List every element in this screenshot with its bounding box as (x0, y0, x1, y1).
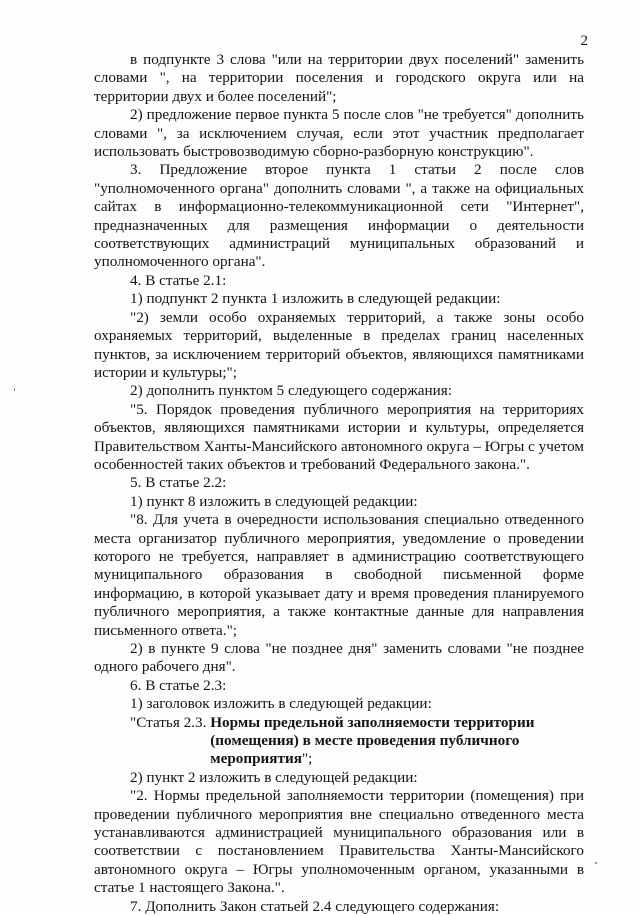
paragraph: 2) пункт 2 изложить в следующей редакции: (130, 768, 418, 786)
document-body (94, 51, 584, 916)
paragraph: 1) подпункт 2 пункта 1 изложить в следующей редакции: (130, 290, 501, 308)
article-heading-title (210, 714, 534, 769)
paragraph: 2) предложение первое пункта 5 после слов "не требуется" дополнить словами ", за исключением случая, если этот участник предполагает использовать быстровозводимую сборно-разборную конструкцию". (94, 106, 584, 161)
article-heading-line-last: мероприятия"; (210, 750, 313, 768)
article-heading (94, 714, 584, 769)
scan-speck (595, 862, 597, 864)
paragraph: 6. В статье 2.3: (130, 676, 227, 694)
paragraph: в подпункте 3 слова "или на территории двух поселений" заменить словами ", на территории поселения и городского округа или на территории двух и более поселений"; (94, 51, 584, 105)
paragraph: 4. В статье 2.1: (130, 271, 227, 289)
paragraph: 3. Предложение второе пункта 1 статьи 2 после слов "уполномоченного органа" дополнить словами ", а также на официальных сайтах в информационно-телекоммуникационной сети "Интернет", предназначенных для размещения информации о деятельности соответствующих администраций муниципальных образований и уполномоченного органа". (94, 161, 584, 271)
scan-speck (14, 388, 15, 391)
paragraph: "8. Для учета в очередности использования специально отведенного места организатор публичного мероприятия, уведомление о проведении которого не требуется, направляет в администрацию соответствующего муниципального образования в свободной письменной форме информацию, в которой указывает дату и время проведения планируемого публичного мероприятия, а также контактные данные для направления письменного ответа."; (94, 511, 584, 639)
paragraph: 2) дополнить пунктом 5 следующего содержания: (130, 382, 452, 400)
article-heading-line: (помещения) в месте проведения публичного (210, 732, 520, 750)
paragraph: 1) заголовок изложить в следующей редакции: (130, 695, 432, 713)
paragraph: "5. Порядок проведения публичного мероприятия на территориях объектов, являющихся памятниками истории и культуры, определяется Правительством Ханты-Мансийского автономного округа – Югры с учетом особенностей таких объектов и требований Федерального закона.". (94, 400, 584, 473)
article-heading-line: Нормы предельной заполняемости территории (210, 713, 535, 731)
paragraph: 7. Дополнить Закон статьей 2.4 следующего содержания: (130, 897, 500, 915)
paragraph: 1) пункт 8 изложить в следующей редакции: (130, 492, 418, 510)
paragraph: 2) в пункте 9 слова "не позднее дня" заменить словами "не позднее одного рабочего дня". (94, 640, 584, 676)
paragraph: "2. Нормы предельной заполняемости территории (помещения) при проведении публичного мероприятия вне специально отведенного места устанавливаются администрацией муниципального образования или в соответствии с постановлением Правительства Ханты-Мансийского автономного округа – Югры уполномоченным органом, указанными в статье 1 настоящего Закона.". (94, 787, 584, 897)
paragraph: 5. В статье 2.2: (130, 474, 227, 492)
page-number: 2 (580, 33, 588, 49)
article-heading-lead: "Статья 2.3. (130, 713, 211, 731)
paragraph: "2) земли особо охраняемых территорий, а также зоны особо охраняемых территорий, выделенные в пределах границ населенных пунктов, за исключением территорий объектов, являющихся памятниками истории и культуры;"; (94, 308, 584, 381)
